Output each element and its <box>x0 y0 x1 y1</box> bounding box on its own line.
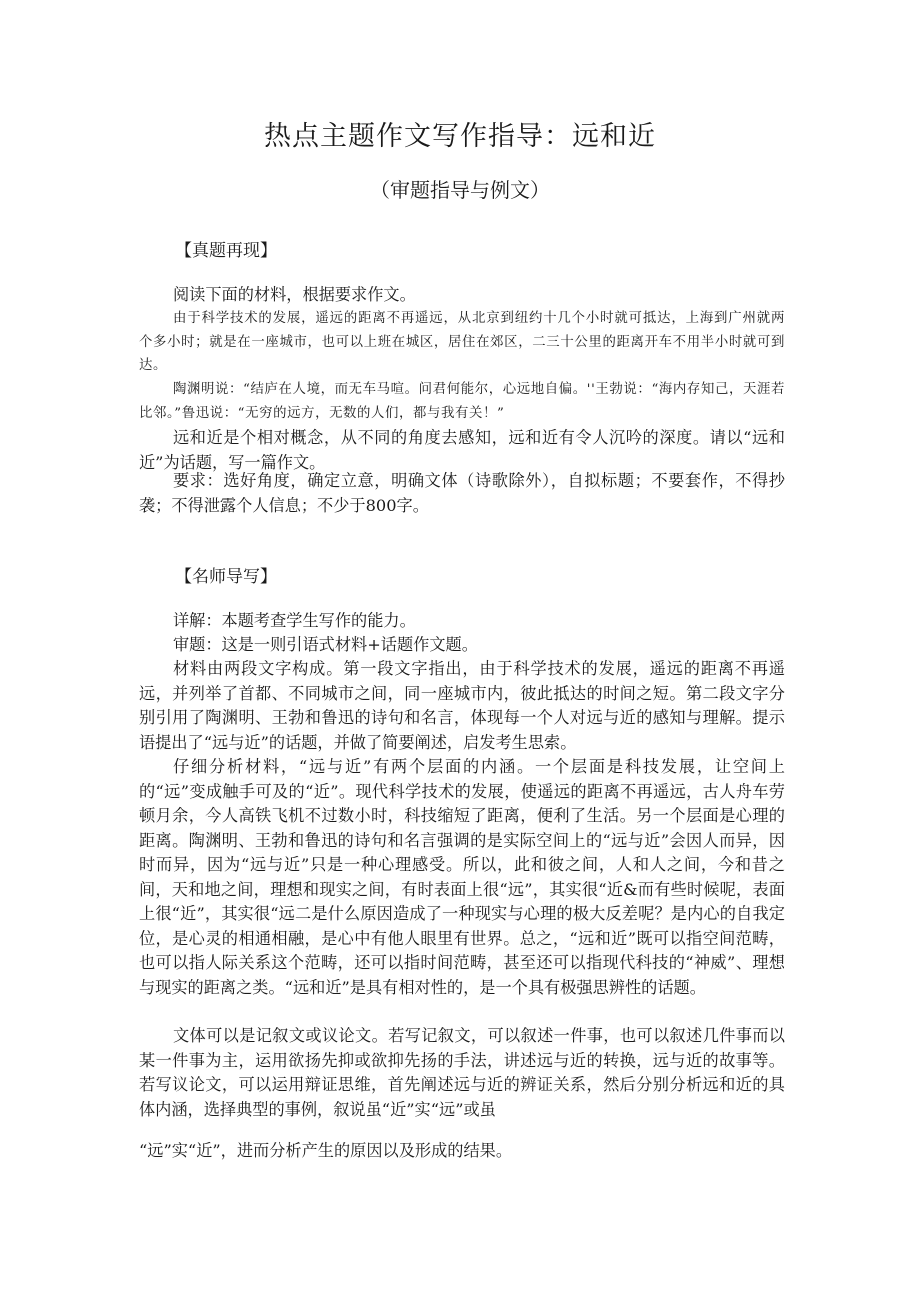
review-paragraph: 审题：这是一则引语式材料+话题作文题。 <box>173 635 478 654</box>
requirement-paragraph: 要求：选好角度，确定立意，明确文体（诗歌除外），自拟标题；不要套作，不得抄袭；不得泄露个人信息；不少于800字。 <box>139 471 785 515</box>
section-heading-exam: 【真题再现】 <box>175 241 277 261</box>
analysis-paragraph-1: 材料由两段文字构成。第一段文字指出，由于科学技术的发展，遥远的距离不再遥远，并列举了首都、不同城市之间，同一座城市内，彼此抵达的时间之短。第二段文字分别引用了陶渊明、王勃和鲁迅的诗句和名言，体现每一个人对远与近的感知与理解。提示语提出了“远与近”的话题，并做了简要阐述，启发考生思索。 <box>139 659 785 752</box>
analysis-paragraph-2: 仔细分析材料，“远与近”有两个层面的内涵。一个层面是科技发展，让空间上的“远”变成触手可及的“近”。现代科学技术的发展，使遥远的距离不再遥远，古人舟车劳顿月余，今人高铁飞机不过数小时，科技缩短了距离，便利了生活。另一个层面是心理的距离。陶渊明、王勃和鲁迅的诗句和名言强调的是实际空间上的“远与近”会因人而异，因时而异，因为“远与近”只是一种心理感受。所以，此和彼之间，人和人之间，今和昔之间，天和地之间，理想和现实之间，有时表面上很“远”，其实很“近&而有些时候呢，表面上很“近”，其实很“远二是什么原因造成了一种现实与心理的极大反差呢？是内心的自我定位，是心灵的相通相融，是心中有他人眼里有世界。总之，“远和近”既可以指空间范畴，也可以指人际关系这个范畴，还可以指时间范畴，甚至还可以指现代科技的“神威”、理想与现实的距离之类。“远和近”是具有相对性的，是一个具有极强思辨性的话题。 <box>139 757 785 997</box>
page-title: 热点主题作文写作指导：远和近 <box>264 121 656 152</box>
page-subtitle: （审题指导与例文） <box>370 178 550 202</box>
detail-paragraph: 详解：本题考查学生写作的能力。 <box>173 611 416 630</box>
prompt-paragraph: 远和近是个相对概念，从不同的角度去感知，远和近有令人沉吟的深度。请以“远和近”为话题，写一篇作文。 <box>139 428 785 472</box>
analysis-paragraph-3-continued: “远”实“近”，进而分析产生的原因以及形成的结果。 <box>139 1141 513 1160</box>
section-heading-guide: 【名师导写】 <box>175 567 277 587</box>
material-paragraph-2: 陶渊明说：“结庐在人境，而无车马喧。问君何能尔，心远地自偏。''王勃说：“海内存知己，天涯若比邻。”鲁迅说：“无穷的远方，无数的人们，都与我有关！” <box>139 382 785 421</box>
material-paragraph-1: 由于科学技术的发展，遥远的距离不再遥远，从北京到纽约十几个小时就可抵达，上海到广州就两个多小时；就是在一座城市，也可以上班在城区，居住在郊区，二三十公里的距离开车不用半小时就可到达。 <box>139 311 785 373</box>
intro-paragraph: 阅读下面的材料，根据要求作文。 <box>173 285 416 304</box>
analysis-paragraph-3: 文体可以是记叙文或议论文。若写记叙文，可以叙述一件事，也可以叙述几件事而以某一件事为主，运用欲扬先抑或欲抑先扬的手法，讲述远与近的转换，远与近的故事等。若写议论文，可以运用辩证思维，首先阐述远与近的辨证关系，然后分别分析远和近的具体内涵，选择典型的事例，叙说虽“近”实“远”或虽 <box>139 1026 785 1119</box>
